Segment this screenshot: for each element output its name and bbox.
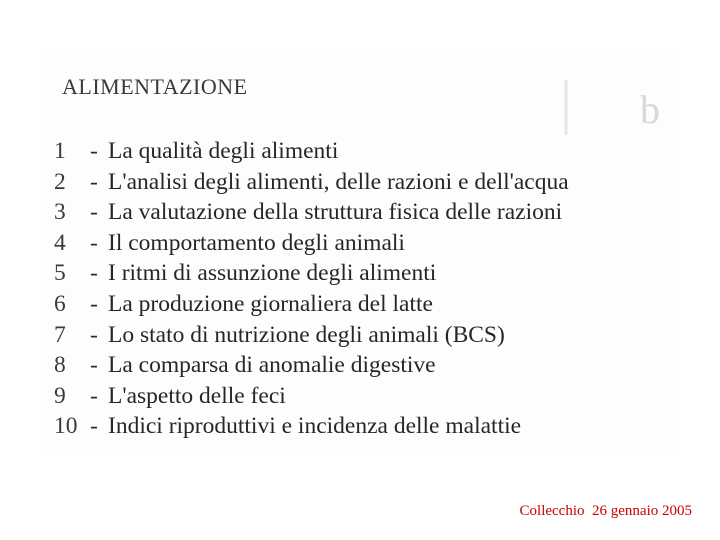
item-text: La comparsa di anomalie digestive [108,352,436,379]
scan-artifact: b [640,87,660,132]
list-item [54,197,569,228]
item-number: 9 [54,382,66,409]
list-item [54,167,569,198]
footer-date: Collecchio 26 gennaio 2005 [519,503,692,519]
list-item [54,411,569,442]
item-number: 3 [54,199,66,226]
item-number: 7 [54,321,66,348]
item-text: Indici riproduttivi e incidenza delle malattie [108,413,522,440]
item-text: La produzione giornaliera del latte [108,290,433,317]
item-dash: - [90,260,98,287]
item-number: 4 [54,229,66,256]
document-title: ALIMENTAZIONE [62,74,248,99]
item-number: 10 [54,413,78,440]
item-dash: - [90,229,98,256]
item-dash: - [90,199,98,226]
list-item [54,289,569,320]
item-text: L'analisi degli alimenti, delle razioni e dell'acqua [108,168,569,195]
item-text: L'aspetto delle feci [108,382,286,409]
list-item [54,228,569,259]
topic-list [54,136,569,442]
scan-artifact: | [560,69,573,135]
list-item [54,320,569,351]
item-dash: - [90,321,98,348]
list-item [54,136,569,167]
list-item [54,350,569,381]
item-dash: - [90,168,98,195]
item-dash: - [90,413,98,440]
item-number: 2 [54,168,66,195]
item-number: 6 [54,290,66,317]
list-item [54,258,569,289]
item-dash: - [90,138,98,164]
item-number: 8 [54,352,66,379]
list-item [54,381,569,412]
item-text: Il comportamento degli animali [108,229,405,256]
item-number: 5 [54,260,66,287]
item-text: La qualità degli alimenti [108,138,339,164]
item-number: 1 [54,138,66,164]
item-text: I ritmi di assunzione degli alimenti [108,260,437,287]
item-dash: - [90,382,98,409]
item-text: Lo stato di nutrizione degli animali (BCS) [108,321,505,348]
item-dash: - [90,352,98,379]
item-dash: - [90,290,98,317]
item-text: La valutazione della struttura fisica delle razioni [108,199,563,226]
